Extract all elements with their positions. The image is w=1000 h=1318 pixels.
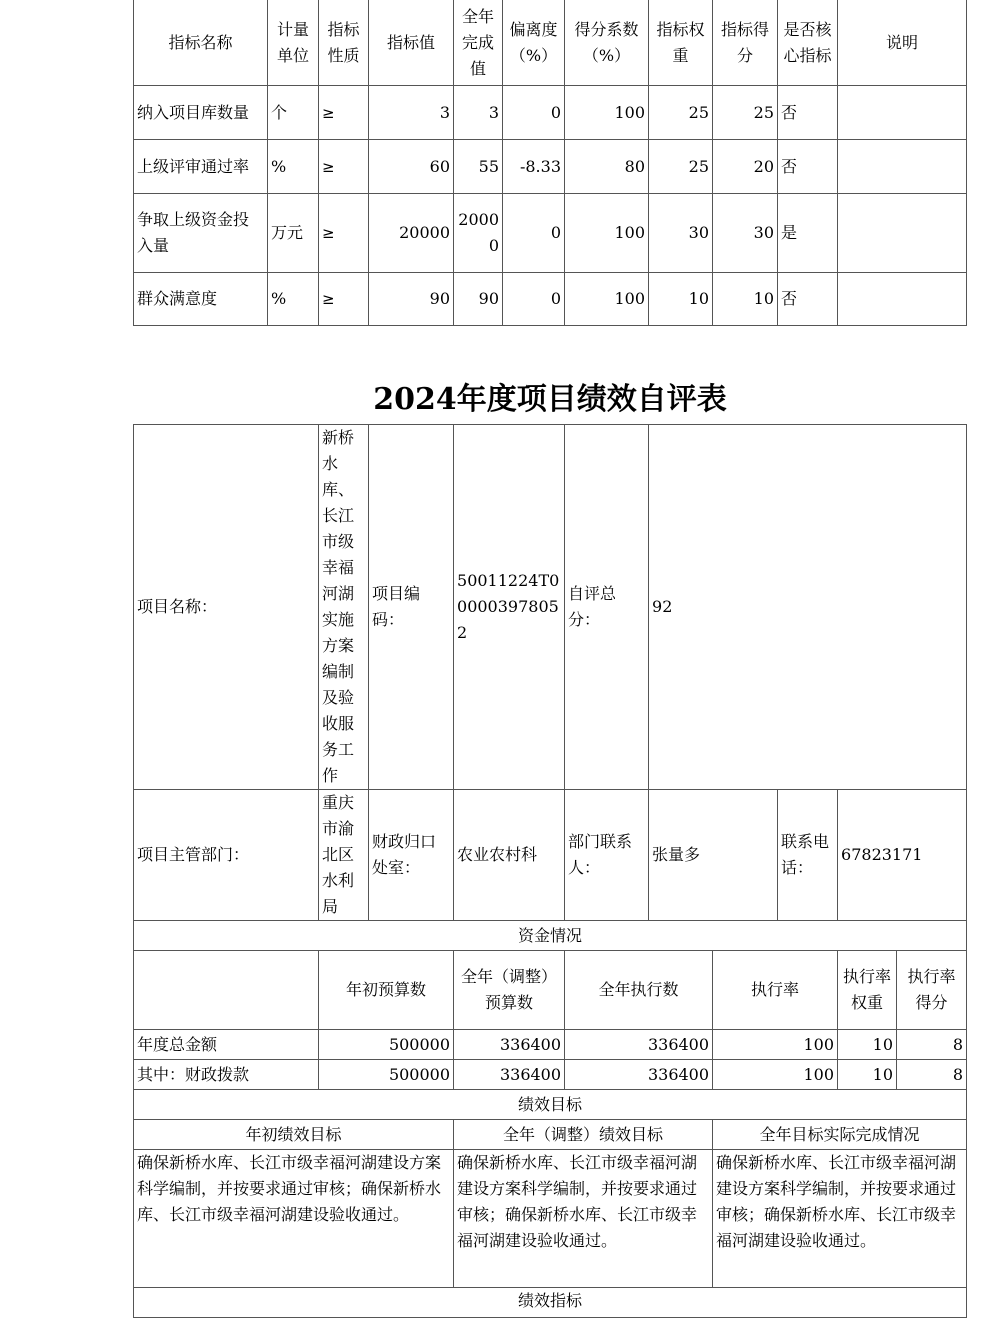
score-coefficient: 100 xyxy=(565,273,649,326)
goals-content-row xyxy=(134,1150,967,1288)
goals-section-row xyxy=(134,1090,967,1120)
initial-budget: 500000 xyxy=(319,1060,454,1090)
note xyxy=(838,86,967,140)
execution-rate-score: 8 xyxy=(897,1060,967,1090)
nature: ≥ xyxy=(319,194,369,273)
score-coefficient: 100 xyxy=(565,194,649,273)
project-name: 新桥水库、长江市级幸福河湖实施方案编制及验收服务工作 xyxy=(319,425,369,790)
adjusted-goal-text: 确保新桥水库、长江市级幸福河湖建设方案科学编制，并按要求通过审核；确保新桥水库、长江市级幸福河湖建设验收通过。 xyxy=(454,1150,713,1288)
phone: 67823171 xyxy=(838,790,967,921)
unit: % xyxy=(268,273,319,326)
funds-header-cell: 执行率 xyxy=(713,951,838,1030)
header-cell: 指标性质 xyxy=(319,0,369,86)
header-cell: 说明 xyxy=(838,0,967,86)
nature: ≥ xyxy=(319,273,369,326)
note xyxy=(838,273,967,326)
header-cell: 计量单位 xyxy=(268,0,319,86)
contact: 张量多 xyxy=(649,790,778,921)
score-coefficient: 100 xyxy=(565,86,649,140)
target-value: 20000 xyxy=(369,194,454,273)
score: 20 xyxy=(713,140,778,194)
score: 30 xyxy=(713,194,778,273)
is-core: 否 xyxy=(778,86,838,140)
goals-section-title: 绩效目标 xyxy=(134,1090,967,1120)
funds-section-title: 资金情况 xyxy=(134,921,967,951)
header-cell: 指标值 xyxy=(369,0,454,86)
finance-office-label: 财政归口处室： xyxy=(369,790,454,921)
project-info-row xyxy=(134,425,967,790)
indicators-section-row xyxy=(134,1288,967,1318)
is-core: 否 xyxy=(778,273,838,326)
header-cell: 指标得分 xyxy=(713,0,778,86)
funds-row-label: 其中：财政拨款 xyxy=(134,1060,319,1090)
weight: 25 xyxy=(649,140,713,194)
goals-header-row xyxy=(134,1120,967,1150)
indicators-section-title: 绩效指标 xyxy=(134,1288,967,1318)
target-value: 60 xyxy=(369,140,454,194)
target-value: 90 xyxy=(369,273,454,326)
goals-header-cell: 全年（调整）绩效目标 xyxy=(454,1120,713,1150)
target-value: 3 xyxy=(369,86,454,140)
is-core: 否 xyxy=(778,140,838,194)
funds-header-cell xyxy=(134,951,319,1030)
dept: 重庆市渝北区水利局 xyxy=(319,790,369,921)
funds-section-row xyxy=(134,921,967,951)
score: 25 xyxy=(713,86,778,140)
indicator-header-row xyxy=(134,0,967,86)
indicator-table xyxy=(133,0,967,326)
actual-value: 90 xyxy=(454,273,503,326)
executed-amount: 336400 xyxy=(565,1030,713,1060)
goals-header-cell: 全年目标实际完成情况 xyxy=(713,1120,967,1150)
note xyxy=(838,194,967,273)
unit: 个 xyxy=(268,86,319,140)
table-row xyxy=(134,194,967,273)
nature: ≥ xyxy=(319,86,369,140)
initial-budget: 500000 xyxy=(319,1030,454,1060)
note xyxy=(838,140,967,194)
initial-goal-text: 确保新桥水库、长江市级幸福河湖建设方案科学编制，并按要求通过审核；确保新桥水库、长江市级幸福河湖建设验收通过。 xyxy=(134,1150,454,1288)
indicator-name: 纳入项目库数量 xyxy=(134,86,268,140)
page-title: 2024年度项目绩效自评表 xyxy=(373,382,727,417)
header-cell: 全年完成值 xyxy=(454,0,503,86)
is-core: 是 xyxy=(778,194,838,273)
score: 10 xyxy=(713,273,778,326)
contact-label: 部门联系人： xyxy=(565,790,649,921)
header-cell: 指标权重 xyxy=(649,0,713,86)
header-cell: 是否核心指标 xyxy=(778,0,838,86)
actual-value: 3 xyxy=(454,86,503,140)
table-row xyxy=(134,86,967,140)
funds-header-cell: 全年执行数 xyxy=(565,951,713,1030)
phone-label: 联系电话： xyxy=(778,790,838,921)
actual-value: 20000 xyxy=(454,194,503,273)
deviation: 0 xyxy=(503,194,565,273)
score-coefficient: 80 xyxy=(565,140,649,194)
header-cell: 指标名称 xyxy=(134,0,268,86)
table-row xyxy=(134,1030,967,1060)
finance-office: 农业农村科 xyxy=(454,790,565,921)
actual-completion-text: 确保新桥水库、长江市级幸福河湖建设方案科学编制，并按要求通过审核；确保新桥水库、长江市级幸福河湖建设验收通过。 xyxy=(713,1150,967,1288)
table-row xyxy=(134,1060,967,1090)
project-code-label: 项目编码： xyxy=(369,425,454,790)
unit: % xyxy=(268,140,319,194)
indicator-name: 上级评审通过率 xyxy=(134,140,268,194)
header-cell: 得分系数（%） xyxy=(565,0,649,86)
execution-rate-score: 8 xyxy=(897,1030,967,1060)
execution-rate-weight: 10 xyxy=(838,1030,897,1060)
funds-header-cell: 执行率权重 xyxy=(838,951,897,1030)
self-score-label: 自评总分： xyxy=(565,425,649,790)
deviation: 0 xyxy=(503,273,565,326)
execution-rate: 100 xyxy=(713,1030,838,1060)
funds-header-cell: 执行率得分 xyxy=(897,951,967,1030)
funds-row-label: 年度总金额 xyxy=(134,1030,319,1060)
goals-header-cell: 年初绩效目标 xyxy=(134,1120,454,1150)
funds-header-row xyxy=(134,951,967,1030)
execution-rate-weight: 10 xyxy=(838,1060,897,1090)
executed-amount: 336400 xyxy=(565,1060,713,1090)
deviation: -8.33 xyxy=(503,140,565,194)
indicator-name: 群众满意度 xyxy=(134,273,268,326)
adjusted-budget: 336400 xyxy=(454,1030,565,1060)
adjusted-budget: 336400 xyxy=(454,1060,565,1090)
department-row xyxy=(134,790,967,921)
header-cell: 偏离度（%） xyxy=(503,0,565,86)
actual-value: 55 xyxy=(454,140,503,194)
self-evaluation-table xyxy=(133,424,967,1318)
execution-rate: 100 xyxy=(713,1060,838,1090)
funds-header-cell: 全年（调整）预算数 xyxy=(454,951,565,1030)
self-score: 92 xyxy=(649,425,967,790)
table-row xyxy=(134,273,967,326)
weight: 25 xyxy=(649,86,713,140)
nature: ≥ xyxy=(319,140,369,194)
funds-header-cell: 年初预算数 xyxy=(319,951,454,1030)
weight: 30 xyxy=(649,194,713,273)
table-row xyxy=(134,140,967,194)
deviation: 0 xyxy=(503,86,565,140)
weight: 10 xyxy=(649,273,713,326)
dept-label: 项目主管部门： xyxy=(134,790,319,921)
unit: 万元 xyxy=(268,194,319,273)
project-code: 50011224T000003978052 xyxy=(454,425,565,790)
project-name-label: 项目名称： xyxy=(134,425,319,790)
indicator-name: 争取上级资金投入量 xyxy=(134,194,268,273)
